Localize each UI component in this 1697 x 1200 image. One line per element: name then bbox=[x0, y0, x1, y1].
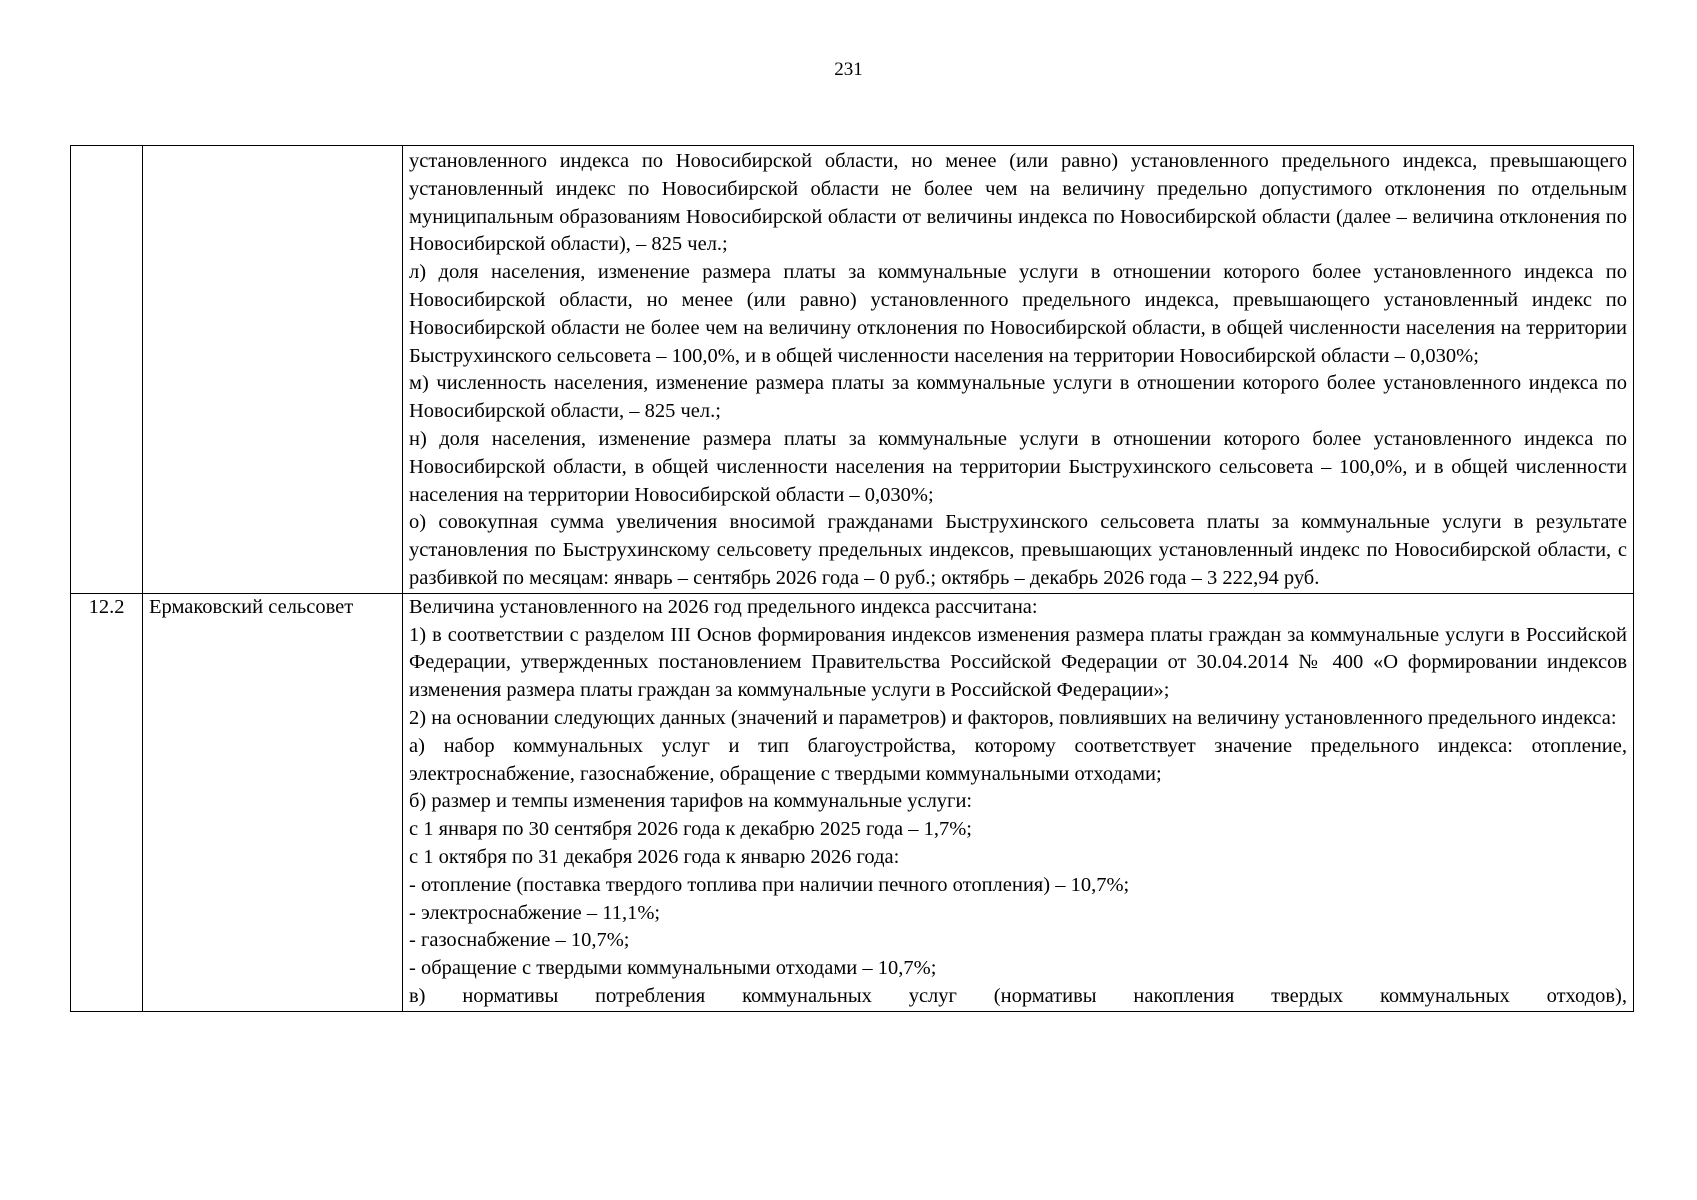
paragraph: - газоснабжение – 10,7%; bbox=[409, 929, 630, 952]
paragraph: о) совокупная сумма увеличения вносимой гражданами Быструхинского сельсовета платы за коммунальные услуги в результате установления по Быструхинскому сельсовету предельных индексов, превышающих установленный индекс по Новосибирской области, с разбивкой по месяцам: январь – сентябрь 2026 года – 0 руб.; октябрь – декабрь 2026 года – 3 222,94 руб. bbox=[409, 511, 1627, 589]
paragraph: - электроснабжение – 11,1%; bbox=[409, 901, 661, 924]
municipality-name-cell bbox=[143, 146, 403, 594]
paragraph: а) набор коммунальных услуг и тип благоустройства, которому соответствует значение предельного индекса: отопление, электроснабжение, газоснабжение, обращение с твердыми коммунальными отходами; bbox=[409, 734, 1627, 785]
description-cell bbox=[403, 593, 1634, 1011]
paragraph: л) доля населения, изменение размера платы за коммунальные услуги в отношении которого более установленного индекса по Новосибирской области, но менее (или равно) установленного предельного индекса, превышающего установленный индекс по Новосибирской области не более чем на величину отклонения по Новосибирской области, в общей численности населения на территории Быструхинского сельсовета – 100,0%, и в общей численности населения на территории Новосибирской области – 0,030%; bbox=[409, 261, 1627, 367]
paragraph: с 1 января по 30 сентября 2026 года к декабрю 2025 года – 1,7%; bbox=[409, 818, 972, 841]
page-number: 231 bbox=[834, 59, 863, 80]
paragraph: Величина установленного на 2026 год предельного индекса рассчитана: bbox=[409, 595, 1038, 618]
paragraph: м) численность населения, изменение размера платы за коммунальные услуги в отношении которого более установленного индекса по Новосибирской области, – 825 чел.; bbox=[409, 372, 1627, 423]
municipality-name-cell: Ермаковский сельсовет bbox=[143, 593, 403, 1011]
paragraph: - отопление (поставка твердого топлива при наличии печного отопления) – 10,7%; bbox=[409, 873, 1130, 896]
description-cell bbox=[403, 146, 1634, 594]
row-number-cell: 12.2 bbox=[71, 593, 143, 1011]
paragraph: с 1 октября по 31 декабря 2026 года к январю 2026 года: bbox=[409, 845, 900, 868]
paragraph: в) нормативы потребления коммунальных услуг (нормативы накопления твердых коммунальных отходов), bbox=[409, 984, 1627, 1007]
document-table bbox=[70, 145, 1634, 1012]
table-row bbox=[71, 146, 1634, 594]
paragraph: установленного индекса по Новосибирской области, но менее (или равно) установленного предельного индекса, превышающего установленный индекс по Новосибирской области не более чем на величину предельно допустимого отклонения по отдельным муниципальным образованиям Новосибирской области от величины индекса по Новосибирской области (далее – величина отклонения по Новосибирской области), – 825 чел.; bbox=[409, 150, 1627, 256]
row-number-cell bbox=[71, 146, 143, 594]
paragraph: - обращение с твердыми коммунальными отходами – 10,7%; bbox=[409, 957, 937, 980]
paragraph: б) размер и темпы изменения тарифов на коммунальные услуги: bbox=[409, 790, 973, 813]
paragraph: 2) на основании следующих данных (значений и параметров) и факторов, повлиявших на величину установленного предельного индекса: bbox=[409, 706, 1617, 729]
paragraph: 1) в соответствии с разделом III Основ формирования индексов изменения размера платы граждан за коммунальные услуги в Российской Федерации, утвержденных постановлением Правительства Российской Федерации от 30.04.2014 № 400 «О формировании индексов изменения размера платы граждан за коммунальные услуги в Российской Федерации»; bbox=[409, 623, 1627, 702]
paragraph: н) доля населения, изменение размера платы за коммунальные услуги в отношении которого более установленного индекса по Новосибирской области, в общей численности населения на территории Быструхинского сельсовета – 100,0%, и в общей численности населения на территории Новосибирской области – 0,030%; bbox=[409, 427, 1627, 506]
table-row bbox=[71, 593, 1634, 1011]
